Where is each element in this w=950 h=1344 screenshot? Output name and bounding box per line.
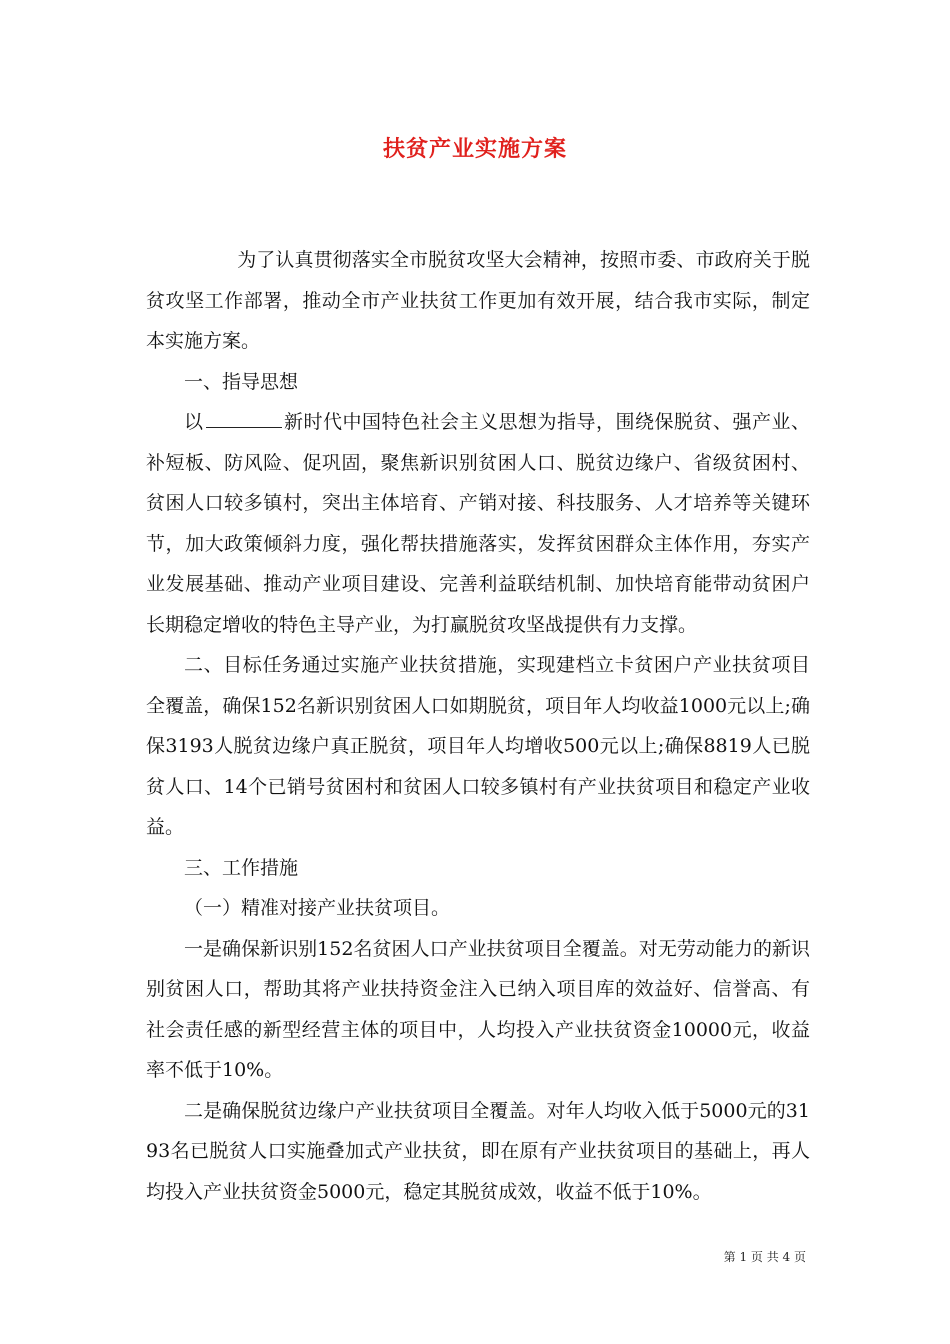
section-heading-guiding-ideology: 一、指导思想 xyxy=(184,370,299,393)
document-body xyxy=(146,240,810,1212)
intro-paragraph: 为了认真贯彻落实全市脱贫攻坚大会精神，按照市委、市政府关于脱贫攻坚工作部署，推动全市产业扶贫工作更加有效开展，结合我市实际，制定本实施方案。 xyxy=(146,249,810,352)
page-number-footer: 第 1 页 共 4 页 xyxy=(723,1250,806,1264)
targets-paragraph: 二、目标任务通过实施产业扶贫措施，实现建档立卡贫困户产业扶贫项目全覆盖，确保152名新识别贫困人口如期脱贫，项目年人均收益1000元以上;确保3193人脱贫边缘户真正脱贫，项目年人均增收500元以上;确保8819人已脱贫人口、14个已销号贫困村和贫困人口较多镇村有产业扶贫项目和稳定产业收益。 xyxy=(146,654,810,838)
subsection-heading-project-matching: （一）精准对接产业扶贫项目。 xyxy=(184,897,451,919)
guiding-ideology-paragraph xyxy=(146,402,810,645)
document-title: 扶贫产业实施方案 xyxy=(382,136,567,162)
guiding-ideology-text: 新时代中国特色社会主义思想为指导，围绕保脱贫、强产业、补短板、防风险、促巩固，聚焦新识别贫困人口、脱贫边缘户、省级贫困村、贫困人口较多镇村，突出主体培育、产销对接、科技服务、人才培养等关键环节，加大政策倾斜力度，强化帮扶措施落实，发挥贫困群众主体作用，夯实产业发展基础、推动产业项目建设、完善利益联结机制、加快培育能带动贫困户长期稳定增收的特色主导产业，为打赢脱贫攻坚战提供有力支撑。 xyxy=(146,411,810,636)
measure-one-paragraph: 一是确保新识别152名贫困人口产业扶贫项目全覆盖。对无劳动能力的新识别贫困人口，帮助其将产业扶持资金注入已纳入项目库的效益好、信誉高、有社会责任感的新型经营主体的项目中，人均投入产业扶贫资金10000元，收益率不低于10%。 xyxy=(146,937,810,1081)
guiding-ideology-prefix: 以 xyxy=(184,411,204,433)
blank-underline xyxy=(206,409,282,428)
measure-two-paragraph: 二是确保脱贫边缘户产业扶贫项目全覆盖。对年人均收入低于5000元的3193名已脱贫人口实施叠加式产业扶贫，即在原有产业扶贫项目的基础上，再人均投入产业扶贫资金5000元，稳定其脱贫成效，收益不低于10%。 xyxy=(146,1099,810,1203)
section-heading-work-measures: 三、工作措施 xyxy=(184,856,299,879)
